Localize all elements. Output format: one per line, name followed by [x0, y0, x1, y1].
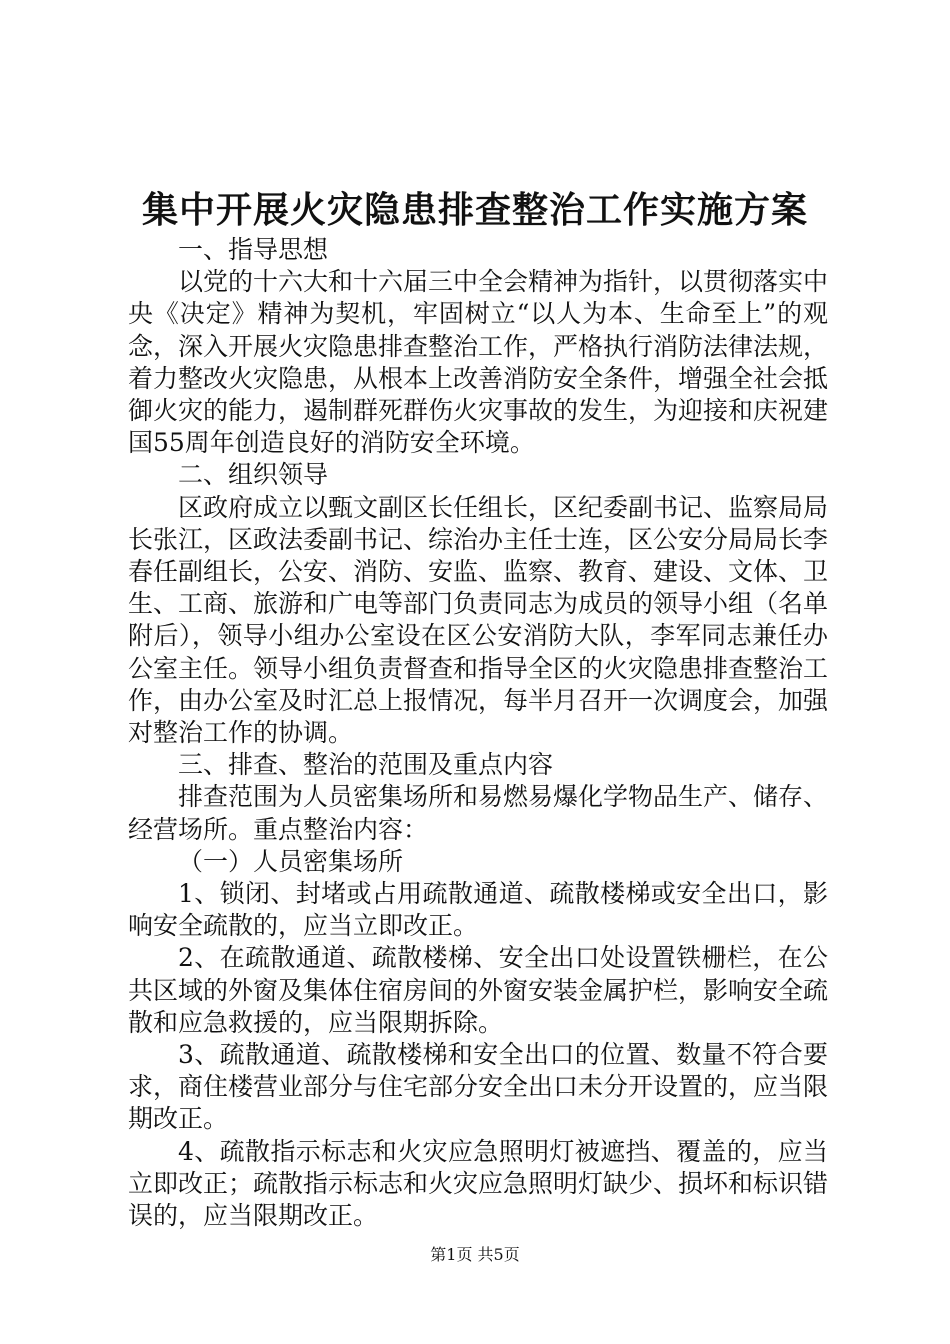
paragraph-organization: 区政府成立以甄文副区长任组长，区纪委副书记、监察局局长张江，区政法委副书记、综治办主任士连，区公安分局局长李春任副组长，公安、消防、安监、监察、教育、建设、文体、卫生、工商、旅游和广电等部门负责同志为成员的领导小组（名单附后），领导小组办公室设在区公安消防大队，李军同志兼任办公室主任。领导小组负责督查和指导全区的火灾隐患排查整治工作，由办公室及时汇总上报情况，每半月召开一次调度会，加强对整治工作的协调。 [128, 492, 829, 748]
section-heading-3: 三、排查、整治的范围及重点内容 [178, 750, 554, 780]
list-item-3: 3、疏散通道、疏散楼梯和安全出口的位置、数量不符合要求，商住楼营业部分与住宅部分安全出口未分开设置的，应当限期改正。 [128, 1040, 829, 1134]
page-number-footer: 第1页 共5页 [430, 1245, 520, 1264]
section-heading-2: 二、组织领导 [178, 460, 329, 490]
document-body [128, 234, 828, 1232]
list-item-1: 1、锁闭、封堵或占用疏散通道、疏散楼梯或安全出口，影响安全疏散的，应当立即改正。 [128, 879, 828, 941]
paragraph-scope: 排查范围为人员密集场所和易燃易爆化学物品生产、储存、经营场所。重点整治内容： [128, 782, 829, 844]
document-title: 集中开展火灾隐患排查整治工作实施方案 [141, 189, 808, 231]
subsection-heading-1: （一）人员密集场所 [178, 846, 404, 876]
list-item-2: 2、在疏散通道、疏散楼梯、安全出口处设置铁栅栏，在公共区域的外窗及集体住宿房间的外窗安装金属护栏，影响安全疏散和应急救援的，应当限期拆除。 [128, 943, 829, 1037]
list-item-4: 4、疏散指示标志和火灾应急照明灯被遮挡、覆盖的，应当立即改正；疏散指示标志和火灾应急照明灯缺少、损坏和标识错误的，应当限期改正。 [128, 1136, 829, 1231]
paragraph-guiding-thought: 以党的十六大和十六届三中全会精神为指针，以贯彻落实中央《决定》精神为契机，牢固树立“以人为本、生命至上”的观念，深入开展火灾隐患排查整治工作，严格执行消防法律法规，着力整改火灾隐患，从根本上改善消防安全条件，增强全社会抵御火灾的能力，遏制群死群伤火灾事故的发生，为迎接和庆祝建国55周年创造良好的消防安全环境。 [128, 267, 829, 458]
section-heading-1: 一、指导思想 [178, 235, 329, 264]
